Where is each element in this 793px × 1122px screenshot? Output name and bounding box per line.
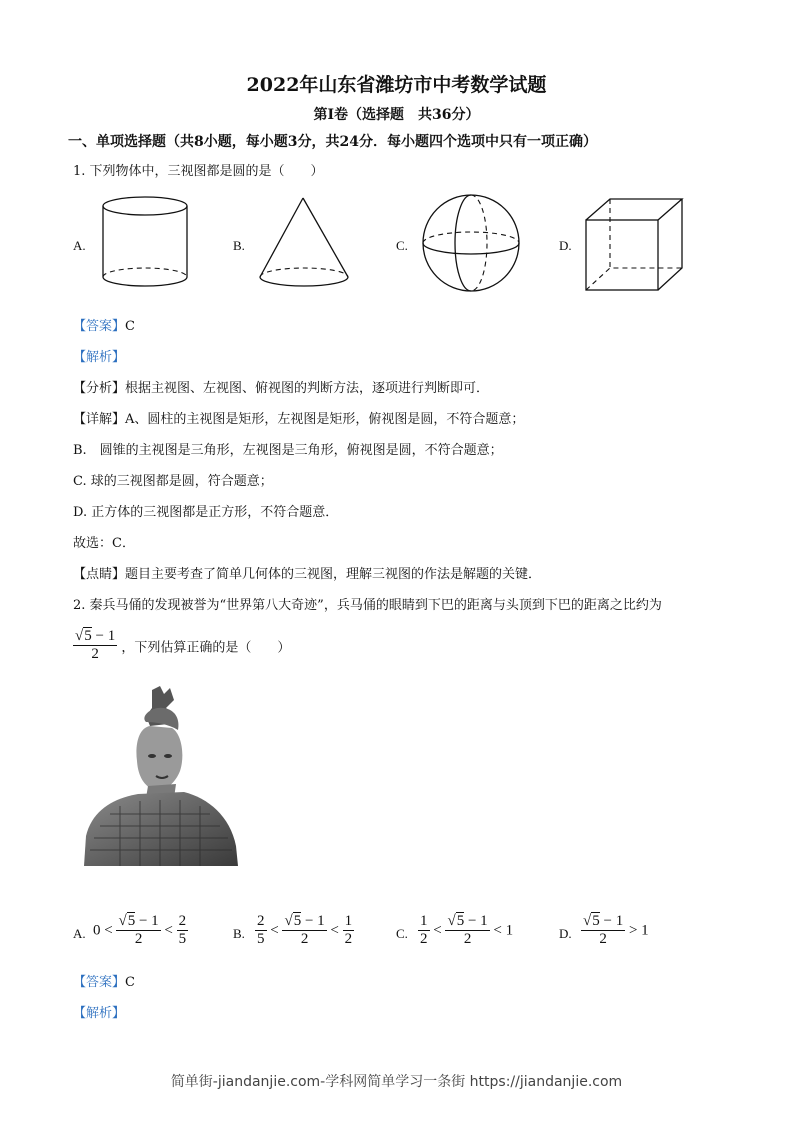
q1-option-c-label: C. bbox=[396, 238, 408, 253]
page-footer[interactable]: 简单街-jiandanjie.com-学科网简单学习一条街 https://jiandanjie.com bbox=[170, 1074, 623, 1090]
q2-stem: 2. 秦兵马俑的发现被誉为“世界第八大奇迹”，兵马俑的眼睛到下巴的距离与头顶到下巴的距离之比约为 bbox=[73, 598, 662, 613]
q2-option-c-label: C. bbox=[396, 926, 408, 941]
answer-tag: 【答案】 bbox=[73, 319, 126, 334]
dianjing-text: 题目主要考查了简单几何体的三视图，理解三视图的作法是解题的关键． bbox=[125, 567, 542, 582]
opt-b-lower: $\frac{2}{5}$ bbox=[257, 913, 265, 948]
answer-value: C bbox=[125, 975, 135, 990]
q1-xiangjie bbox=[73, 408, 524, 427]
q1-answer bbox=[73, 315, 135, 334]
q2-option-b-expr: $\frac{2}{5}$ < $\frac{√5 - 1}{2}$ < $\frac{1}{2}$ bbox=[257, 913, 353, 948]
stem-tail: ，下列估算正确的是（ ） bbox=[121, 640, 291, 656]
q1-line-b: B. 圆锥的主视图是三角形，左视图是三角形，俯视图是圆，不符合题意； bbox=[73, 443, 503, 458]
q2-stem-line2 bbox=[73, 628, 290, 664]
frac-den: 2 bbox=[91, 646, 99, 663]
analysis-tag: 【解析】 bbox=[73, 1006, 126, 1021]
opt-b-upper: $\frac{1}{2}$ bbox=[344, 913, 353, 948]
opt-a-bound: $\frac{2}{5}$ bbox=[178, 913, 187, 948]
q2-option-d-expr: $\frac{√5 - 1}{2}$ > 1 bbox=[583, 913, 649, 948]
opt-a-golden: $\frac{√5 - 1}{2}$ bbox=[118, 913, 159, 948]
fenxi-tag: 【分析】 bbox=[73, 381, 126, 396]
opt-d-golden: $\frac{√5 - 1}{2}$ bbox=[583, 913, 624, 948]
answer-tag: 【答案】 bbox=[73, 975, 126, 990]
fenxi-text: 根据主视图、左视图、俯视图的判断方法，逐项进行判断即可． bbox=[125, 381, 490, 396]
q1-line-d: D. 正方体的三视图都是正方形，不符合题意． bbox=[73, 505, 339, 520]
q1-option-d-label: D. bbox=[559, 238, 572, 253]
sphere-icon bbox=[419, 193, 525, 295]
frac-minus: − 1 bbox=[91, 628, 116, 644]
q1-choice: 故选：C． bbox=[73, 536, 135, 551]
q2-analysis-tag bbox=[73, 1002, 125, 1021]
cylinder-icon bbox=[98, 193, 193, 293]
xiangjie-tag: 【详解】 bbox=[73, 412, 126, 427]
golden-ratio-fraction bbox=[73, 628, 117, 664]
q2-option-b-label: B. bbox=[233, 926, 245, 941]
section-subtitle: 第Ⅰ卷（选择题 共36分） bbox=[313, 107, 480, 123]
sqrt-sign: √ bbox=[75, 628, 84, 644]
q1-analysis-tag bbox=[73, 346, 125, 365]
q1-option-b-label: B. bbox=[233, 238, 245, 253]
opt-c-lower: $\frac{1}{2}$ bbox=[420, 913, 428, 948]
analysis-tag: 【解析】 bbox=[73, 350, 126, 365]
q2-option-c-expr: $\frac{1}{2}$ < $\frac{√5 - 1}{2}$ < 1 bbox=[420, 913, 514, 948]
q2-option-a-label: A. bbox=[73, 926, 86, 941]
q1-fenxi bbox=[73, 377, 489, 396]
opt-a-right: < bbox=[164, 922, 173, 939]
q1-dianjing bbox=[73, 563, 541, 582]
answer-value: C bbox=[125, 319, 135, 334]
xiangjie-text: A、圆柱的主视图是矩形，左视图是矩形，俯视图是圆，不符合题意； bbox=[125, 412, 525, 427]
q1-line-c: C. 球的三视图都是圆，符合题意； bbox=[73, 474, 273, 489]
dianjing-tag: 【点睛】 bbox=[73, 567, 126, 582]
opt-c-golden: $\frac{√5 - 1}{2}$ bbox=[447, 913, 488, 948]
cone-icon bbox=[255, 195, 355, 293]
q2-answer bbox=[73, 971, 135, 990]
cube-icon bbox=[583, 196, 685, 294]
q2-option-d-label: D. bbox=[559, 926, 572, 941]
radicand: 5 bbox=[84, 628, 92, 644]
page-title: 2022年山东省潍坊市中考数学试题 bbox=[246, 74, 547, 96]
q1-option-a-label: A. bbox=[73, 238, 86, 253]
section-heading: 一、单项选择题（共8小题，每小题3分，共24分．每小题四个选项中只有一项正确） bbox=[68, 134, 597, 150]
q2-option-a-expr bbox=[93, 913, 188, 949]
terracotta-warrior-photo bbox=[80, 686, 240, 866]
opt-a-left: 0 < bbox=[93, 922, 113, 939]
q1-stem: 1. 下列物体中，三视图都是圆的是（ ） bbox=[73, 164, 324, 179]
opt-b-golden: $\frac{√5 - 1}{2}$ bbox=[284, 913, 325, 948]
